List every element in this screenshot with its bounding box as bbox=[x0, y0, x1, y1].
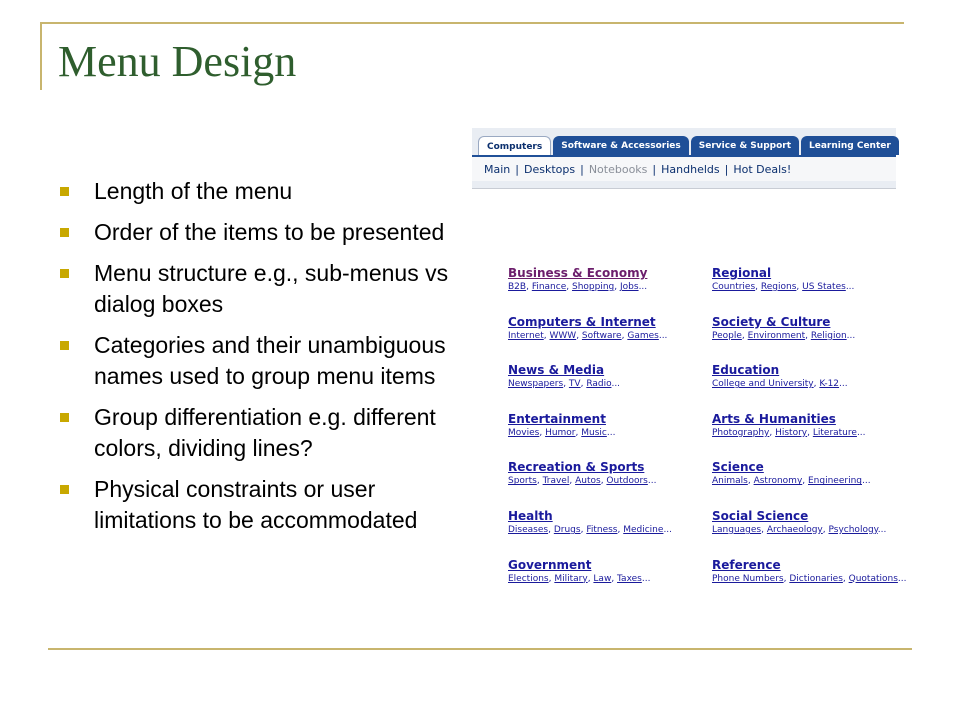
category-heading-link[interactable]: Computers & Internet bbox=[508, 314, 656, 329]
category-heading-link[interactable]: Social Science bbox=[712, 509, 809, 523]
square-bullet-icon bbox=[60, 269, 69, 278]
subcategory-links: Internet, WWW, Software, Games... bbox=[508, 330, 668, 341]
top-rule bbox=[40, 22, 904, 24]
subcategory-links: Languages, Archaeology, Psychology... bbox=[712, 525, 887, 535]
category-heading-link[interactable]: Entertainment bbox=[508, 411, 606, 426]
subcategory-link[interactable]: Games bbox=[627, 330, 659, 341]
directory-category bbox=[712, 363, 927, 390]
directory-category bbox=[712, 266, 927, 293]
subcategory-link[interactable]: Astronomy bbox=[753, 476, 803, 487]
left-rule bbox=[40, 22, 42, 90]
subcategory-link[interactable]: College and University bbox=[712, 379, 814, 390]
tab-service-support[interactable]: Service & Support bbox=[691, 136, 799, 155]
subnav-notebooks: Notebooks bbox=[588, 162, 648, 176]
directory-category bbox=[508, 509, 723, 536]
square-bullet-icon bbox=[60, 485, 69, 494]
subcategory-link[interactable]: Humor bbox=[545, 427, 576, 438]
subcategory-links: Diseases, Drugs, Fitness, Medicine... bbox=[508, 525, 673, 535]
subcategory-link[interactable]: Travel bbox=[542, 476, 570, 487]
bullet-item: Group differentiation e.g. different colors, dividing lines? bbox=[60, 402, 460, 464]
subnav-hot-deals[interactable]: Hot Deals! bbox=[733, 162, 792, 176]
subcategory-links: Phone Numbers, Dictionaries, Quotations... bbox=[712, 573, 907, 584]
subcategory-link[interactable]: Phone Numbers bbox=[712, 573, 784, 584]
subcategory-links: Movies, Humor, Music... bbox=[508, 427, 616, 438]
directory-category bbox=[508, 363, 723, 390]
subcategory-link[interactable]: Religion bbox=[810, 330, 847, 341]
subcategory-link[interactable]: Photography bbox=[712, 427, 770, 438]
subcategory-link[interactable]: History bbox=[775, 427, 808, 438]
subcategory-link[interactable]: Music bbox=[581, 427, 607, 438]
subcategory-link[interactable]: Internet bbox=[508, 330, 544, 341]
subcategory-links: Animals, Astronomy, Engineering... bbox=[712, 476, 871, 487]
sub-navigation: Main | Desktops | Notebooks | Handhelds | Hot Deals! bbox=[472, 155, 896, 181]
directory-category bbox=[508, 412, 723, 439]
tab-learning-center[interactable]: Learning Center bbox=[801, 136, 899, 155]
slide-title: Menu Design bbox=[58, 37, 297, 86]
bullet-list bbox=[60, 176, 460, 546]
bullet-item: Physical constraints or user limitations to be accommodated bbox=[60, 474, 460, 536]
subcategory-link[interactable]: Law bbox=[593, 573, 612, 584]
subcategory-link[interactable]: TV bbox=[568, 379, 581, 390]
subcategory-link[interactable]: Literature bbox=[812, 427, 857, 438]
subcategory-link[interactable]: Finance bbox=[531, 282, 567, 292]
directory-category bbox=[508, 315, 723, 342]
category-heading-link[interactable]: Health bbox=[508, 509, 553, 523]
subcategory-link[interactable]: Military bbox=[554, 573, 588, 584]
directory-category bbox=[508, 266, 723, 293]
category-heading-link[interactable]: Science bbox=[712, 460, 764, 475]
subcategory-link[interactable]: Quotations bbox=[848, 573, 898, 584]
subcategory-link[interactable]: Regions bbox=[760, 282, 797, 292]
subcategory-links: College and University, K-12... bbox=[712, 379, 848, 390]
subcategory-link[interactable]: Elections bbox=[508, 573, 549, 584]
category-heading-link[interactable]: News & Media bbox=[508, 363, 605, 378]
directory-category bbox=[508, 558, 723, 585]
subcategory-links: B2B, Finance, Shopping, Jobs... bbox=[508, 282, 648, 292]
tab-strip bbox=[478, 136, 901, 156]
bullet-item: Order of the items to be presented bbox=[60, 217, 460, 248]
subcategory-link[interactable]: Shopping bbox=[571, 282, 615, 292]
subcategory-link[interactable]: Drugs bbox=[553, 525, 581, 535]
category-heading-link[interactable]: Education bbox=[712, 363, 780, 378]
bullet-item: Categories and their unambiguous names used to group menu items bbox=[60, 330, 460, 392]
tab-software-accessories[interactable]: Software & Accessories bbox=[553, 136, 689, 155]
subcategory-links: People, Environment, Religion... bbox=[712, 330, 856, 341]
subcategory-link[interactable]: Languages bbox=[712, 525, 762, 535]
subcategory-link[interactable]: Newspapers bbox=[508, 379, 564, 390]
square-bullet-icon bbox=[60, 187, 69, 196]
subcategory-link[interactable]: Fitness bbox=[586, 525, 618, 535]
subcategory-link[interactable]: US States bbox=[802, 282, 846, 292]
subcategory-links: Elections, Military, Law, Taxes... bbox=[508, 573, 651, 584]
subcategory-link[interactable]: B2B bbox=[508, 282, 527, 292]
subcategory-links: Countries, Regions, US States... bbox=[712, 282, 855, 292]
subcategory-link[interactable]: People bbox=[712, 330, 742, 341]
subcategory-link[interactable]: Movies bbox=[508, 427, 540, 438]
subnav-main[interactable]: Main bbox=[484, 162, 511, 176]
subcategory-link[interactable]: Engineering bbox=[808, 476, 862, 487]
subnav-handhelds[interactable]: Handhelds bbox=[661, 162, 720, 176]
subcategory-link[interactable]: Sports bbox=[508, 476, 537, 487]
directory-category bbox=[712, 412, 927, 439]
category-heading-link[interactable]: Arts & Humanities bbox=[712, 411, 836, 426]
subcategory-link[interactable]: Outdoors bbox=[606, 476, 648, 487]
category-heading-link[interactable]: Regional bbox=[712, 266, 772, 280]
bottom-rule bbox=[48, 648, 912, 650]
square-bullet-icon bbox=[60, 341, 69, 350]
subcategory-link[interactable]: Animals bbox=[712, 476, 748, 487]
category-heading-link[interactable]: Society & Culture bbox=[712, 314, 831, 329]
square-bullet-icon bbox=[60, 228, 69, 237]
subcategory-link[interactable]: Medicine bbox=[623, 525, 664, 535]
subcategory-links: Photography, History, Literature... bbox=[712, 427, 866, 438]
subnav-desktops[interactable]: Desktops bbox=[523, 162, 576, 176]
subcategory-link[interactable]: Autos bbox=[575, 476, 601, 487]
subcategory-link[interactable]: Taxes bbox=[617, 573, 642, 584]
directory-category bbox=[712, 460, 927, 487]
subcategory-links: Newspapers, TV, Radio... bbox=[508, 379, 621, 390]
bullet-item: Length of the menu bbox=[60, 176, 460, 207]
directory-category bbox=[712, 509, 927, 536]
subcategory-link[interactable]: Countries bbox=[712, 282, 756, 292]
category-heading-link[interactable]: Business & Economy bbox=[508, 266, 648, 280]
subcategory-links: Sports, Travel, Autos, Outdoors... bbox=[508, 476, 657, 487]
subcategory-link[interactable]: WWW bbox=[549, 330, 577, 341]
subcategory-link[interactable]: Diseases bbox=[508, 525, 549, 535]
tab-menu-screenshot bbox=[472, 128, 896, 189]
subcategory-link[interactable]: Archaeology bbox=[766, 525, 823, 535]
subcategory-link[interactable]: Radio bbox=[586, 379, 612, 390]
subcategory-link[interactable]: Environment bbox=[747, 330, 806, 341]
subcategory-link[interactable]: Jobs bbox=[620, 282, 639, 292]
subcategory-link[interactable]: Software bbox=[581, 330, 622, 341]
directory-category bbox=[712, 315, 927, 342]
bullet-item: Menu structure e.g., sub-menus vs dialog boxes bbox=[60, 258, 460, 320]
category-heading-link[interactable]: Government bbox=[508, 557, 592, 572]
directory-category bbox=[712, 558, 927, 585]
category-heading-link[interactable]: Recreation & Sports bbox=[508, 460, 645, 475]
subcategory-link[interactable]: K-12 bbox=[819, 379, 840, 390]
subcategory-link[interactable]: Dictionaries bbox=[789, 573, 843, 584]
subcategory-link[interactable]: Psychology bbox=[828, 525, 878, 535]
directory-category bbox=[508, 460, 723, 487]
square-bullet-icon bbox=[60, 413, 69, 422]
category-heading-link[interactable]: Reference bbox=[712, 557, 781, 572]
tab-computers[interactable]: Computers bbox=[478, 136, 551, 156]
